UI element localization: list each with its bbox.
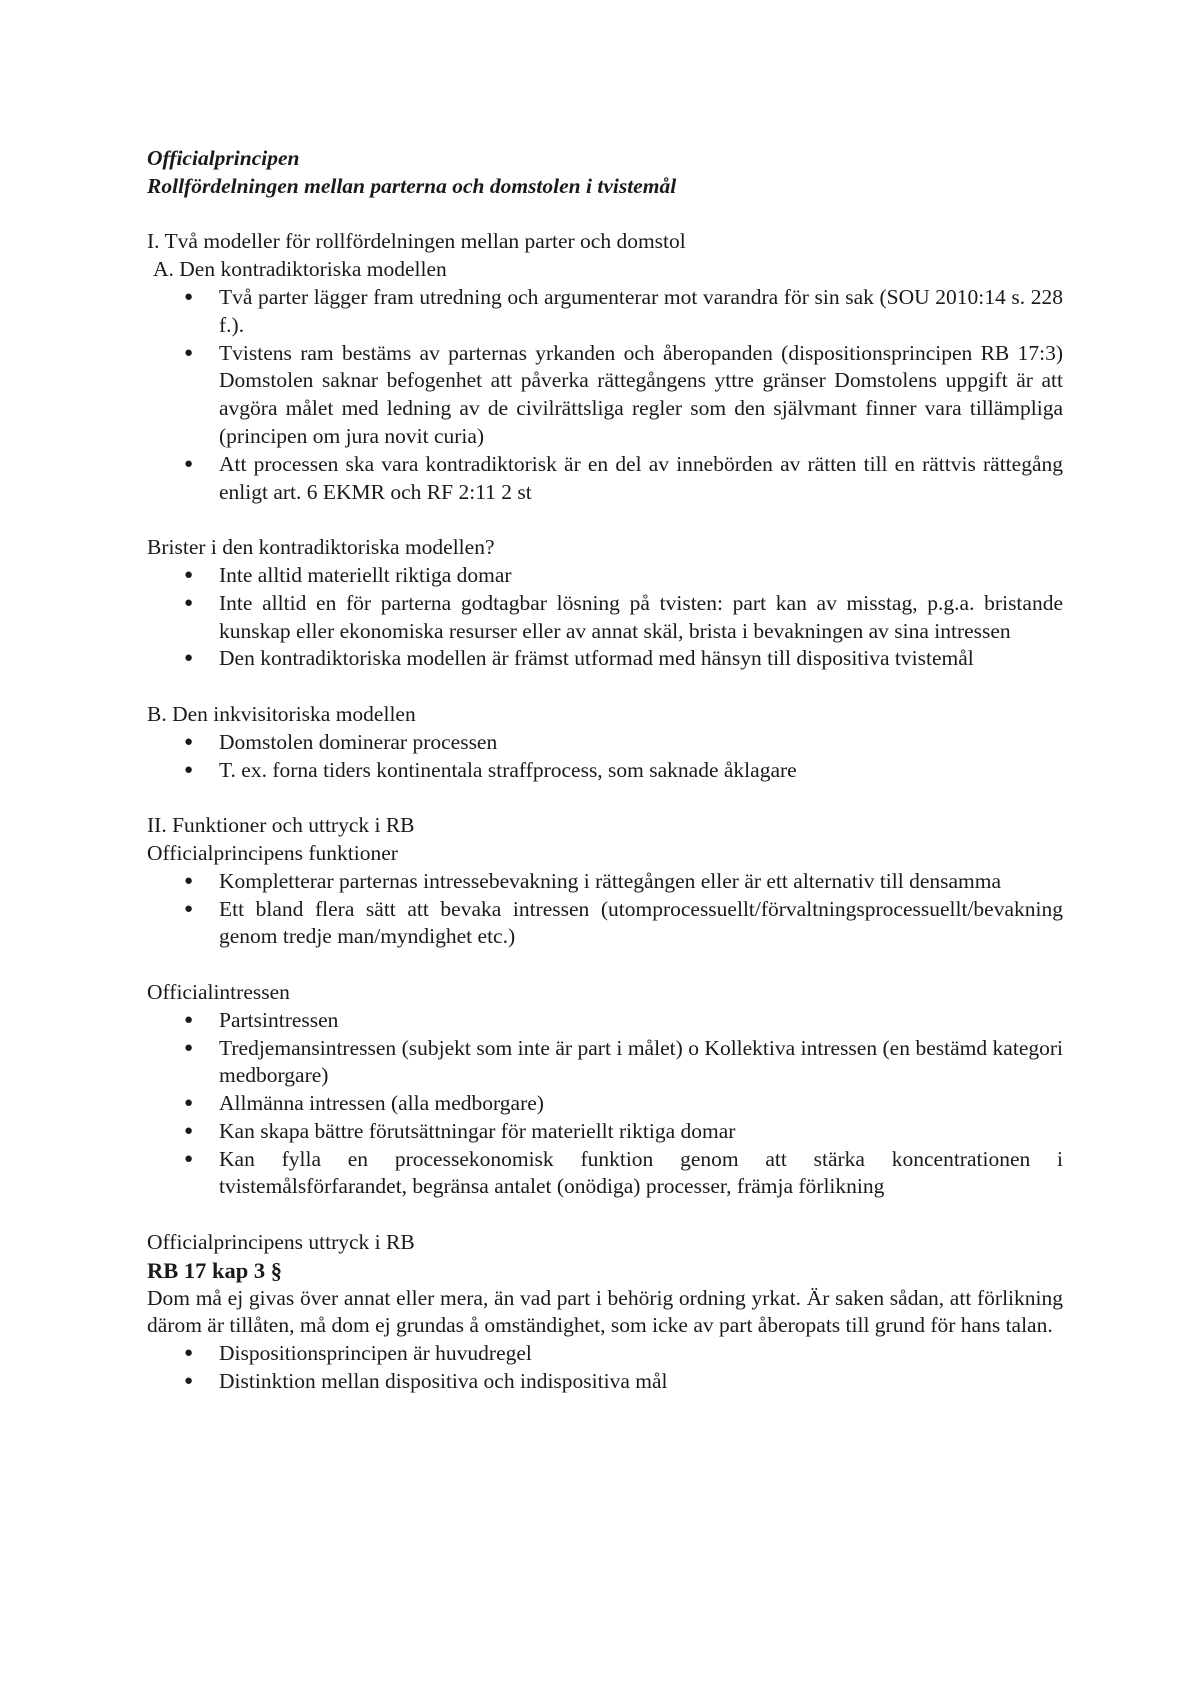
bullet-icon: ● [184, 1011, 194, 1028]
bullet-icon: ● [184, 900, 194, 917]
bullet-icon: ● [184, 455, 194, 472]
list-item: ● Kompletterar parternas intressebevakning i rättegången eller är ett alternativ till densamma [147, 868, 1063, 896]
list-item: ● T. ex. forna tiders kontinentala straffprocess, som saknade åklagare [147, 757, 1063, 785]
document-page [147, 145, 1063, 1396]
subsection-heading: Officialprincipens funktioner [147, 840, 398, 865]
spacer [147, 951, 1063, 979]
bullet-icon: ● [184, 761, 194, 778]
spacer [147, 1201, 1063, 1229]
bullet-icon: ● [184, 1373, 194, 1390]
bullet-icon: ● [184, 1095, 194, 1112]
list-item: ● Kan skapa bättre förutsättningar för materiellt riktiga domar [147, 1118, 1063, 1146]
rule-text: Dom må ej givas över annat eller mera, än vad part i behörig ordning yrkat. Är saken sådan, att förlikning därom är tillåten, må dom ej grundas å omständighet, som icke av part åberopats till grund för hans talan. [147, 1285, 1063, 1338]
list-item: ● Tredjemansintressen (subjekt som inte är part i målet) o Kollektiva intressen (en bestämd kategori medborgare) [184, 1035, 1063, 1088]
section-heading: B. Den inkvisitoriska modellen [147, 701, 416, 726]
list-item: ● Partsintressen [147, 1007, 1063, 1035]
section-heading: I. Två modeller för rollfördelningen mellan parter och domstol [147, 229, 686, 254]
bullet-icon: ● [184, 872, 194, 889]
section-heading: Officialprincipens uttryck i RB [147, 1230, 415, 1255]
rule-heading: RB 17 kap 3 § [147, 1257, 283, 1283]
list-item: ● Ett bland flera sätt att bevaka intressen (utomprocessuellt/förvaltningsprocessuellt/bevakning genom tredje man/myndighet etc.) [184, 896, 1063, 949]
bullet-icon: ● [184, 1150, 194, 1167]
bullet-list [147, 284, 1063, 506]
bullet-icon: ● [184, 1345, 194, 1362]
spacer [147, 784, 1063, 812]
bullet-icon: ● [184, 594, 194, 611]
list-item: ● Inte alltid en för parterna godtagbar lösning på tvisten: part kan av misstag, p.g.a. bristande kunskap eller ekonomiska resurser eller av annat skäl, brista i bevakningen av sina intressen [184, 590, 1063, 643]
bullet-icon: ● [184, 288, 194, 305]
list-item: ● Distinktion mellan dispositiva och indispositiva mål [147, 1368, 1063, 1396]
spacer [147, 201, 1063, 229]
spacer [147, 673, 1063, 701]
list-item: ● Tvistens ram bestäms av parternas yrkanden och åberopanden (dispositionsprincipen RB 17:3) Domstolen saknar befogenhet att påverka rättegångens yttre gränser Domstolens uppgift är att avgöra målet med ledning av de civilrättsliga regler som den självmant finner vara tillämpliga (principen om jura novit curia) [184, 340, 1063, 448]
list-item: ● Allmänna intressen (alla medborgare) [147, 1090, 1063, 1118]
list-item: ● Den kontradiktoriska modellen är främst utformad med hänsyn till dispositiva tvistemål [147, 645, 1063, 673]
bullet-list [147, 868, 1063, 951]
bullet-list [147, 562, 1063, 673]
section-heading: II. Funktioner och uttryck i RB [147, 813, 415, 838]
list-item: ● Kan fylla en processekonomisk funktion genom att stärka koncentrationen i tvistemålsförfarandet, begränsa antalet (onödiga) processer, främja förlikning [184, 1146, 1063, 1199]
list-item: ● Inte alltid materiellt riktiga domar [147, 562, 1063, 590]
bullet-icon: ● [184, 1122, 194, 1139]
list-item: ● Att processen ska vara kontradiktorisk är en del av innebörden av rätten till en rättvis rättegång enligt art. 6 EKMR och RF 2:11 2 st [184, 451, 1063, 504]
list-item: ● Domstolen dominerar processen [147, 729, 1063, 757]
bullet-icon: ● [184, 1039, 194, 1056]
document-title: Officialprincipen [147, 146, 300, 170]
list-item: ● Dispositionsprincipen är huvudregel [147, 1340, 1063, 1368]
bullet-list [147, 1340, 1063, 1396]
section-heading: Officialintressen [147, 979, 290, 1004]
bullet-list [147, 1007, 1063, 1202]
bullet-icon: ● [184, 344, 194, 361]
bullet-icon: ● [184, 566, 194, 583]
document-subtitle: Rollfördelningen mellan parterna och domstolen i tvistemål [147, 173, 677, 198]
subsection-heading: A. Den kontradiktoriska modellen [153, 257, 447, 282]
bullet-icon: ● [184, 733, 194, 750]
bullet-icon: ● [184, 650, 194, 667]
section-heading: Brister i den kontradiktoriska modellen? [147, 535, 495, 560]
spacer [147, 506, 1063, 534]
bullet-list [147, 729, 1063, 785]
list-item: ● Två parter lägger fram utredning och argumenterar mot varandra för sin sak (SOU 2010:14 s. 228 f.). [184, 284, 1063, 337]
